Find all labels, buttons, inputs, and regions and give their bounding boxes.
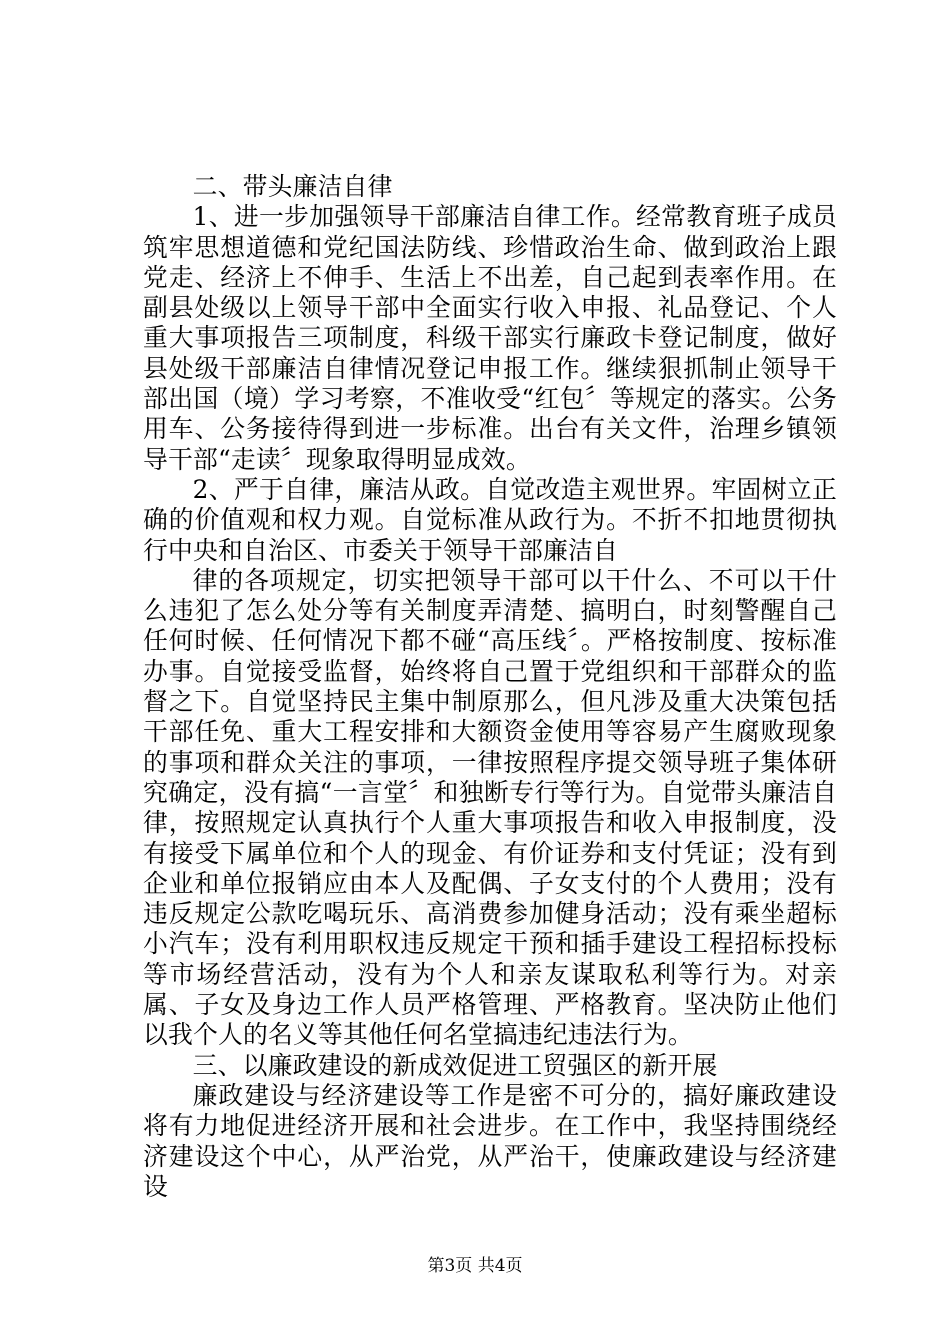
paragraph-item-2: 2、严于自律，廉洁从政。自觉改造主观世界。牢固树立正确的价值观和权力观。自觉标准从政行为。不折不扣地贯彻执行中央和自治区、市委关于领导干部廉洁自 [143,474,837,565]
section-heading-3: 三、以廉政建设的新成效促进工贸强区的新开展 [192,1050,718,1080]
section-heading-2: 二、带头廉洁自律 [192,172,393,201]
paragraph-item-1: 1、进一步加强领导干部廉洁自律工作。经常教育班子成员筑牢思想道德和党纪国法防线、珍惜政治生命、做到政治上跟党走、经济上不伸手、生活上不出差，自己起到表率作用。在副县处级以上领导干部中全面实行收入申报、礼品登记、个人重大事项报告三项制度，科级干部实行廉政卡登记制度，做好县处级干部廉洁自律情况登记申报工作。继续狠抓制止领导干部出国（境）学习考察，不准收受“红包〞等规定的落实。公务用车、公务接待得到进一步标准。出台有关文件，治理乡镇领导干部“走读〞现象取得明显成效。 [143,202,837,474]
paragraph-section-3: 廉政建设与经济建设等工作是密不可分的，搞好廉政建设将有力地促进经济开展和社会进步。在工作中，我坚持围绕经济建设这个中心，从严治党，从严治干，使廉政建设与经济建设 [143,1080,837,1201]
page-footer: 第3页 共4页 [427,1256,523,1276]
paragraph-item-2-continued: 律的各项规定，切实把领导干部可以干什么、不可以干什么违犯了怎么处分等有关制度弄清楚、搞明白，时刻警醒自己任何时候、任何情况下都不碰“高压线〞。严格按制度、按标准办事。自觉接受监督，始终将自己置于党组织和干部群众的监督之下。自觉坚持民主集中制原那么，但凡涉及重大决策包括干部任免、重大工程安排和大额资金使用等容易产生腐败现象的事项和群众关注的事项，一律按照程序提交领导班子集体研究确定，没有搞“一言堂〞和独断专行等行为。自觉带头廉洁自律，按照规定认真执行个人重大事项报告和收入申报制度，没有接受下属单位和个人的现金、有价证券和支付凭证；没有到企业和单位报销应由本人及配偶、子女支付的个人费用；没有违反规定公款吃喝玩乐、高消费参加健身活动；没有乘坐超标小汽车；没有利用职权违反规定干预和插手建设工程招标投标等市场经营活动，没有为个人和亲友谋取私利等行为。对亲属、子女及身边工作人员严格管理、严格教育。坚决防止他们以我个人的名义等其他任何名堂搞违纪违法行为。 [143,565,837,1050]
document-body [143,172,837,1202]
